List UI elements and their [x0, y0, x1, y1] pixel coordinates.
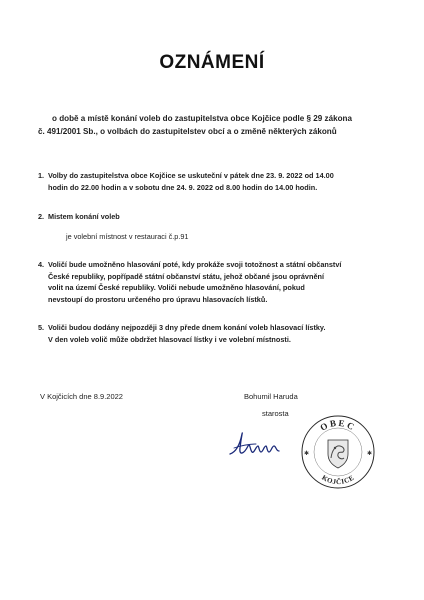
- signature-image: [226, 424, 286, 464]
- document-subtitle: [38, 112, 398, 138]
- item-text: V den voleb volič může obdržet hlasovací lístky i ve volební místnosti.: [48, 334, 291, 344]
- item-text: Mistem konání voleb: [48, 212, 120, 221]
- item-number: 2.: [38, 212, 45, 221]
- notice-item-2-detail: [66, 231, 416, 243]
- item-text: Voliči budou dodány nejpozději 3 dny přede dnem konání voleb hlasovací lístky.: [48, 323, 326, 332]
- item-detail-text: je volební místnost v restauraci č.p.91: [66, 232, 189, 241]
- notice-item-1: [38, 170, 388, 193]
- item-number: 5.: [38, 323, 45, 332]
- mayor-title: starosta: [262, 409, 289, 418]
- subtitle-line-2: č. 491/2001 Sb., o volbách do zastupitelstev obcí a o změně některých zákonů: [38, 127, 337, 136]
- item-text: volit na území České republiky. Voliči nebude umožněno hlasování, pokud: [48, 283, 305, 292]
- item-text: hodin do 22.00 hodin a v sobotu dne 24. 9. 2022 od 8.00 hodin do 14.00 hodin.: [48, 182, 318, 192]
- mayor-name: Bohumil Haruda: [244, 392, 298, 401]
- place-and-date: V Kojčicích dne 8.9.2022: [40, 392, 123, 401]
- svg-text:KOJČICE: [320, 474, 355, 487]
- item-text: Volby do zastupitelstva obce Kojčice se uskuteční v pátek dne 23. 9. 2022 od 14.00: [48, 171, 334, 180]
- svg-text:✱: ✱: [367, 450, 373, 457]
- notice-item-2: [38, 211, 388, 223]
- svg-text:OBEC: [319, 418, 358, 433]
- document-title: OZNÁMENÍ: [159, 52, 265, 73]
- svg-text:✱: ✱: [304, 450, 310, 457]
- notice-item-5: [38, 322, 388, 345]
- municipal-stamp-image: [298, 412, 378, 492]
- notice-item-4: [38, 259, 388, 305]
- item-text: České republiky, popřípadě státní občanství státu, jehož občané jsou oprávnění: [48, 271, 324, 281]
- subtitle-line-1: o době a místě konání voleb do zastupitelstva obce Kojčice podle § 29 zákona: [52, 114, 352, 123]
- item-number: 4.: [38, 260, 45, 269]
- stamp-bottom-text: KOJČICE: [320, 473, 356, 487]
- item-number: 1.: [38, 171, 45, 180]
- item-text: nevstoupí do prostoru určeného pro úpravu hlasovacích lístků.: [48, 294, 268, 304]
- item-text: Voličí bude umožněno hlasování poté, kdy prokáže svoji totožnost a státní občanství: [48, 260, 342, 269]
- stamp-top-text: OBEC: [318, 417, 358, 433]
